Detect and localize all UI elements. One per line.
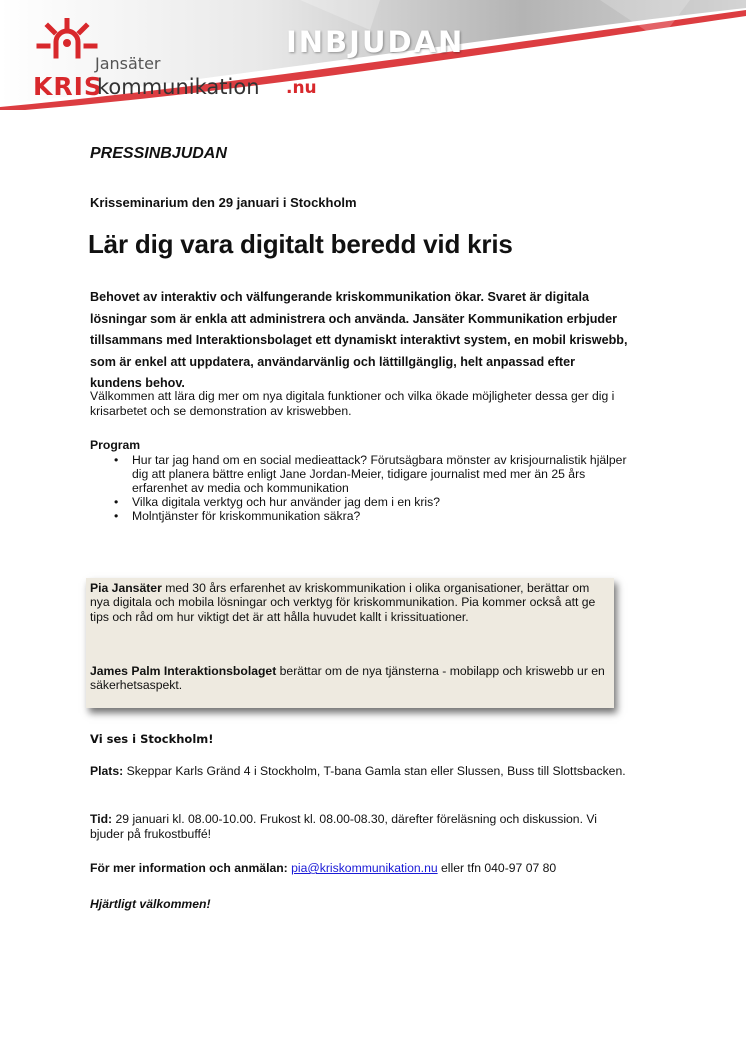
location-paragraph [90,764,630,779]
speaker-callout [86,578,614,708]
intro-paragraph: Välkommen att lära dig mer om nya digitala funktioner och vilka ökade möjligheter dessa ger dig i krisarbetet och se demonstration av kriswebben. [90,389,615,418]
logo-kommunikation: kommunikation [97,75,260,99]
list-item-text: Vilka digitala verktyg och hur använder jag dem i en kris? [132,495,441,509]
speaker-name: James Palm Interaktionsbolaget [90,664,277,678]
logo-tagline: Jansäter [95,54,161,73]
location-label: Plats: [90,764,124,778]
list-item-text: Molntjänster för kriskommunikation säkra? [132,509,361,523]
doc-label: PRESSINBJUDAN [90,145,227,162]
speaker-james [90,664,605,693]
list-item [90,509,630,523]
closing-line: Vi ses i Stockholm! [90,732,214,746]
banner-title: INBJUDAN [286,25,465,59]
location-text: Skeppar Karls Gränd 4 i Stockholm, T-bana Gamla stan eller Slussen, Buss till Slottsbacken. [123,764,626,778]
sun-logo-icon [36,18,98,68]
speaker-pia [90,581,605,624]
speaker-description: berättar om de nya tjänsterna - mobilapp och kriswebb ur en säkerhetsaspekt. [90,664,605,693]
list-item [90,453,630,495]
ingress-paragraph: Behovet av interaktiv och välfungerande kriskommunikation ökar. Svaret är digitala lösningar som är enkla att administrera och använda. Jansäter Kommunikation erbjuder tillsammans med Interaktionsbolaget ett dynamiskt interaktivt system, en mobil kriswebb, som är enkel att uppdatera, användarvänlig och lättillgänglig, helt anpassad efter kundens behov. [90,290,628,390]
time-label: Tid: [90,812,113,826]
welcome-line: Hjärtligt välkommen! [90,897,211,911]
program-heading: Program [90,438,141,452]
bullet-icon: • [114,453,119,467]
page-title: Lär dig vara digitalt beredd vid kris [88,229,513,259]
list-item [90,495,630,509]
time-text: 29 januari kl. 08.00-10.00. Frukost kl. 08.00-08.30, därefter föreläsning och diskussion. Vi bjuder på frukostbuffé! [90,812,597,841]
logo-kris: KRIS [33,72,103,101]
logo-tld: .nu [286,78,317,98]
contact-label: För mer information och anmälan: [90,861,288,875]
contact-text: eller tfn 040-97 07 80 [437,861,557,875]
bullet-icon: • [114,495,119,509]
email-link[interactable]: pia@kriskommunikation.nu [291,861,438,875]
speaker-description: med 30 års erfarenhet av kriskommunikation i olika organisationer, berättar om nya digitala och mobila lösningar och verktyg för kriskommunikation. Pia kommer också att ge tips och råd om hur viktigt det är att hålla huvudet kallt i krissituationer. [90,581,596,624]
program-list [90,453,630,523]
speaker-name: Pia Jansäter [90,581,162,595]
list-item-text: Hur tar jag hand om en social medieattack? Förutsägbara mönster av krisjournalistik hjälper dig att planera bättre enligt Jane Jordan-Meier, tidigare journalist med mer än 25 års erfarenhet av media och kommunikation [132,453,627,495]
bullet-icon: • [114,509,119,523]
subheading: Krisseminarium den 29 januari i Stockholm [90,195,357,210]
contact-paragraph [90,861,630,876]
time-paragraph [90,812,630,841]
